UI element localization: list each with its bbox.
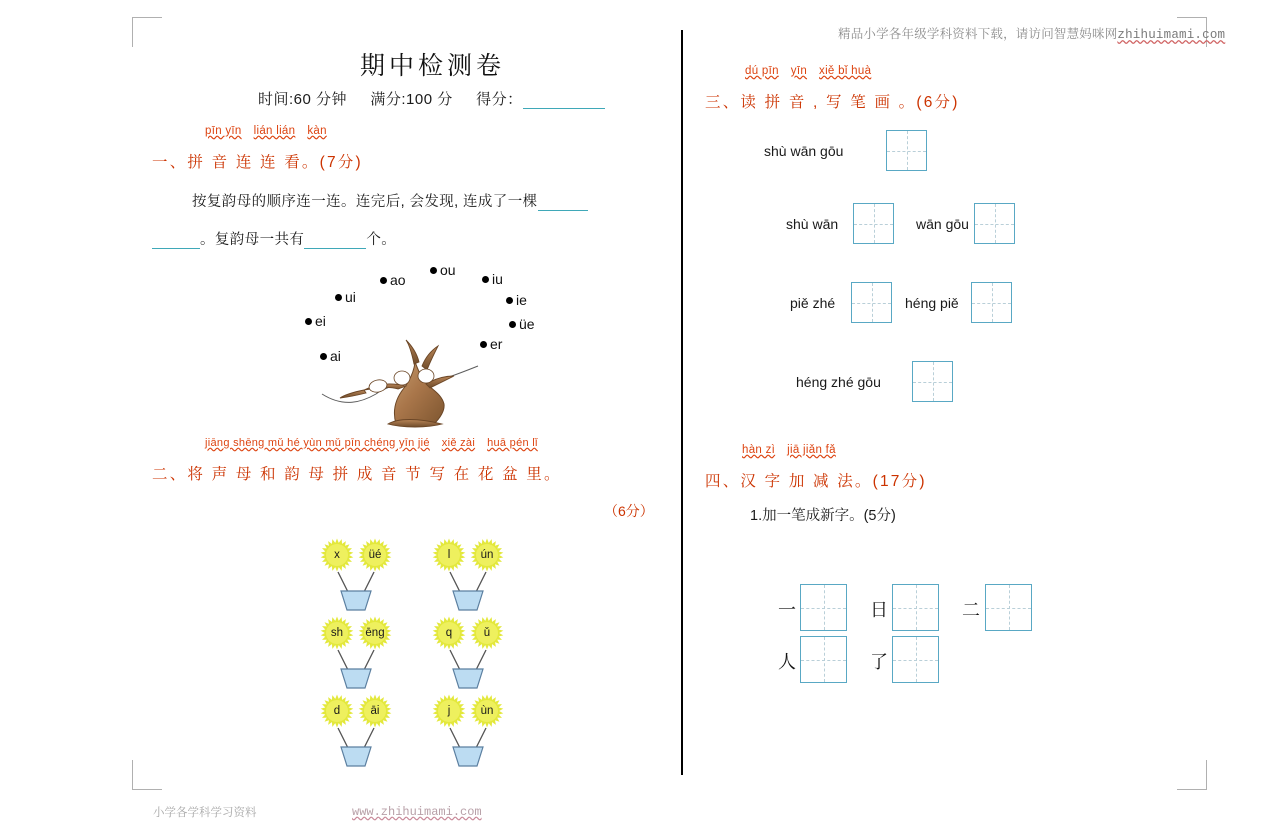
section-1-instruction-line-2	[152, 228, 396, 249]
section-1-pinyin-2: kàn	[307, 125, 327, 137]
grid-horizontal-guide	[913, 382, 952, 383]
flower-left-label: q	[445, 627, 453, 639]
section-1-instruction-line-1	[192, 190, 588, 211]
section-4-sub-question-1: 1.加一笔成新字。(5分)	[750, 508, 896, 524]
crop-mark-bottom-left	[132, 760, 162, 790]
flower-right[interactable]	[358, 538, 392, 572]
section-4-pinyin	[742, 444, 848, 456]
section-4-pinyin-1: jiā jiǎn fǎ	[787, 444, 836, 456]
section-3-pinyin-2: xiě bǐ huà	[819, 65, 872, 77]
section-2-pinyin	[205, 437, 550, 449]
flower-left[interactable]	[432, 616, 466, 650]
flower-right-label: ēng	[365, 627, 385, 639]
section-3-heading: 三、读 拼 音 , 写 笔 画 。(6分)	[705, 94, 960, 111]
watermark-top	[838, 24, 1225, 42]
stroke-name-label: piě zhé	[790, 295, 836, 311]
time-label: 时间:60 分钟	[258, 91, 348, 108]
character-answer-box[interactable]	[892, 636, 939, 683]
source-character-label: 一	[778, 600, 796, 620]
flower-pot-item[interactable]	[430, 694, 508, 772]
grid-horizontal-guide	[986, 608, 1031, 609]
flower-pot-item[interactable]	[318, 538, 396, 616]
pinyin-dot-label: ai	[330, 348, 341, 364]
flower-right-label: ún	[480, 549, 494, 561]
stroke-answer-box[interactable]	[851, 282, 892, 323]
flower-right[interactable]	[470, 694, 504, 728]
pinyin-dot-üe[interactable]	[509, 316, 535, 332]
flower-right[interactable]	[470, 538, 504, 572]
pinyin-dot-label: er	[490, 336, 503, 352]
grid-horizontal-guide	[972, 303, 1011, 304]
pinyin-dot-ao[interactable]	[380, 272, 406, 288]
pinyin-dot-label: ei	[315, 313, 326, 329]
pinyin-dot-label: ui	[345, 289, 356, 305]
column-divider	[681, 30, 683, 775]
stroke-answer-box[interactable]	[912, 361, 953, 402]
watermark-bottom-left: 小学各学科学习资料	[153, 807, 257, 819]
pinyin-dot-ou[interactable]	[430, 262, 456, 278]
pinyin-dot-label: iu	[492, 271, 503, 287]
stroke-answer-box[interactable]	[886, 130, 927, 171]
flower-pot-item[interactable]	[318, 616, 396, 694]
stroke-name-label: héng zhé gōu	[796, 374, 881, 390]
grid-horizontal-guide	[887, 151, 926, 152]
stroke-answer-box[interactable]	[974, 203, 1015, 244]
stroke-name-label: shù wān	[786, 216, 839, 232]
section-1-instruction-text-1: 按复韵母的顺序连一连。连完后, 会发现, 连成了一棵	[192, 194, 538, 210]
grid-horizontal-guide	[852, 303, 891, 304]
exam-meta	[258, 88, 605, 109]
page-title: 期中检测卷	[360, 52, 506, 80]
stroke-name-label: shù wān gōu	[764, 143, 844, 159]
pinyin-dot-label: üe	[519, 316, 535, 332]
section-1-pinyin	[205, 125, 339, 137]
watermark-top-site: zhihuimami.com	[1117, 28, 1226, 42]
stroke-name-label: héng piě	[905, 295, 959, 311]
flower-right-label: āi	[370, 705, 380, 717]
section-1-heading: 一、拼 音 连 连 看。(7分)	[152, 154, 363, 171]
flower-right-label: üé	[368, 549, 382, 561]
section-1-pinyin-0: pīn yīn	[205, 125, 242, 137]
pinyin-dot-label: ao	[390, 272, 406, 288]
flower-left-label: j	[447, 705, 451, 717]
grid-horizontal-guide	[854, 224, 893, 225]
pinyin-dot-ui[interactable]	[335, 289, 356, 305]
flower-right-label: ùn	[480, 705, 494, 717]
section-3-pinyin	[745, 65, 883, 77]
flower-left-label: x	[334, 549, 340, 561]
flower-left[interactable]	[432, 694, 466, 728]
section-2-points: （6分）	[604, 503, 654, 519]
character-answer-box[interactable]	[985, 584, 1032, 631]
crop-mark-bottom-right	[1177, 760, 1207, 790]
watermark-bottom-right: www.zhihuimami.com	[352, 805, 482, 819]
tree-illustration	[318, 328, 498, 428]
flower-left[interactable]	[320, 616, 354, 650]
dot-marker-icon	[380, 277, 387, 284]
flower-pot-item[interactable]	[318, 694, 396, 772]
flower-left-label: sh	[330, 627, 344, 639]
section-3-pinyin-0: dú pīn	[745, 65, 779, 77]
source-character-label: 日	[870, 600, 888, 620]
source-character-label: 了	[870, 652, 888, 672]
section-2-pinyin-1: xiě zài	[441, 437, 476, 449]
flower-right-label: ǔ	[483, 627, 491, 639]
character-answer-box[interactable]	[892, 584, 939, 631]
pinyin-dot-label: ou	[440, 262, 456, 278]
flower-left-label: d	[333, 705, 341, 717]
section-2-heading: 二、将 声 母 和 韵 母 拼 成 音 节 写 在 花 盆 里。	[152, 466, 562, 483]
dot-marker-icon	[335, 294, 342, 301]
dot-marker-icon	[506, 297, 513, 304]
source-character-label: 二	[962, 600, 980, 620]
pinyin-dot-ei[interactable]	[305, 313, 326, 329]
section-2-pinyin-2: huā pén lǐ	[487, 437, 538, 449]
section-3-pinyin-1: yīn	[790, 65, 808, 77]
stroke-name-label: wān gōu	[916, 216, 969, 232]
section-1-blank-b[interactable]	[152, 232, 200, 249]
character-answer-box[interactable]	[800, 584, 847, 631]
section-1-blank-a[interactable]	[538, 194, 588, 211]
dot-marker-icon	[430, 267, 437, 274]
crop-mark-top-left	[132, 17, 162, 47]
score-blank[interactable]	[523, 91, 605, 109]
flower-left[interactable]	[432, 538, 466, 572]
flower-left[interactable]	[320, 538, 354, 572]
flower-right[interactable]	[470, 616, 504, 650]
section-1-instruction-text-2b: 个。	[366, 232, 397, 248]
dot-marker-icon	[509, 321, 516, 328]
grid-horizontal-guide	[975, 224, 1014, 225]
dot-marker-icon	[482, 276, 489, 283]
flower-pot-item[interactable]	[430, 538, 508, 616]
section-4-pinyin-0: hàn zì	[742, 444, 776, 456]
flower-right[interactable]	[358, 694, 392, 728]
character-answer-box[interactable]	[800, 636, 847, 683]
grid-horizontal-guide	[893, 660, 938, 661]
flower-left[interactable]	[320, 694, 354, 728]
score-label: 得分：	[476, 91, 523, 108]
section-4-heading: 四、汉 字 加 减 法。(17分)	[705, 473, 927, 490]
flower-left-label: l	[447, 549, 451, 561]
full-score-label: 满分:100 分	[370, 91, 453, 108]
flower-pot-item[interactable]	[430, 616, 508, 694]
source-character-label: 人	[778, 652, 796, 672]
watermark-top-text: 精品小学各年级学科资料下载，请访问智慧妈咪网	[838, 27, 1118, 41]
pinyin-dot-iu[interactable]	[482, 271, 503, 287]
section-1-blank-c[interactable]	[304, 232, 366, 249]
section-1-pinyin-1: lián lián	[253, 125, 296, 137]
section-2-pinyin-0: jiāng shēng mǔ hé yùn mǔ pīn chéng yīn jié	[205, 437, 430, 449]
grid-horizontal-guide	[801, 660, 846, 661]
pinyin-dot-ie[interactable]	[506, 292, 527, 308]
section-1-instruction-text-2a: 。复韵母一共有	[200, 232, 305, 248]
dot-marker-icon	[305, 318, 312, 325]
grid-horizontal-guide	[893, 608, 938, 609]
stroke-answer-box[interactable]	[853, 203, 894, 244]
flower-right[interactable]	[358, 616, 392, 650]
grid-horizontal-guide	[801, 608, 846, 609]
pinyin-dot-label: ie	[516, 292, 527, 308]
stroke-answer-box[interactable]	[971, 282, 1012, 323]
